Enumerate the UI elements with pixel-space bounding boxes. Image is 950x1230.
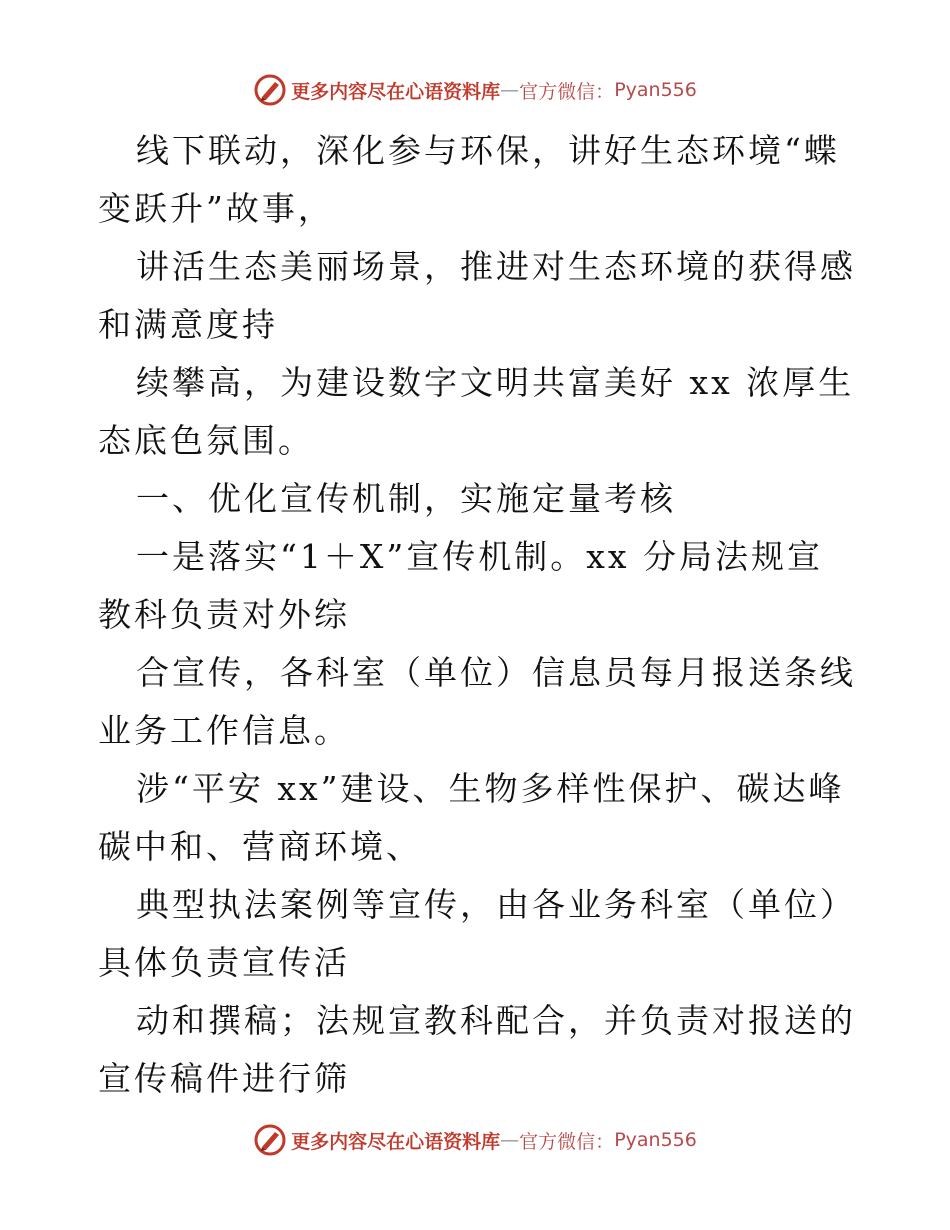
paragraph: 涉“平安 xx”建设、生物多样性保护、碳达峰碳中和、营商环境、	[98, 769, 845, 866]
paragraph: 续攀高，为建设数字文明共富美好 xx 浓厚生态底色氛围。	[98, 363, 855, 460]
paragraph: 动和撰稿；法规宣教科配合，并负责对报送的宣传稿件进行筛	[98, 1001, 856, 1098]
banner-title: 更多内容尽在心语资料库	[291, 80, 501, 103]
banner-contact-label: 官方微信：	[519, 80, 615, 103]
banner-contact-label: 官方微信：	[519, 1130, 615, 1153]
paragraph: 典型执法案例等宣传，由各业务科室（单位）具体负责宣传活	[98, 885, 856, 982]
paragraph: 合宣传，各科室（单位）信息员每月报送条线业务工作信息。	[98, 653, 856, 750]
header-watermark	[0, 70, 950, 110]
paragraph: 一是落实“1＋X”宣传机制。xx 分局法规宣教科负责对外综	[98, 537, 823, 634]
banner-contact-id: Pyan556	[614, 79, 697, 101]
logo-pen-icon	[253, 73, 287, 107]
logo-pen-icon	[253, 1123, 287, 1157]
section-heading: 一、优化宣传机制，实施定量考核	[136, 479, 676, 518]
footer-watermark	[0, 1120, 950, 1160]
paragraph: 讲活生态美丽场景，推进对生态环境的获得感和满意度持	[98, 247, 856, 344]
banner-dash: —	[500, 1129, 520, 1151]
banner-title: 更多内容尽在心语资料库	[291, 1130, 501, 1153]
banner-dash: —	[500, 79, 520, 101]
document-body	[98, 122, 858, 1108]
banner-contact-id: Pyan556	[614, 1129, 697, 1151]
paragraph: 线下联动，深化参与环保，讲好生态环境“蝶变跃升”故事，	[98, 131, 840, 228]
